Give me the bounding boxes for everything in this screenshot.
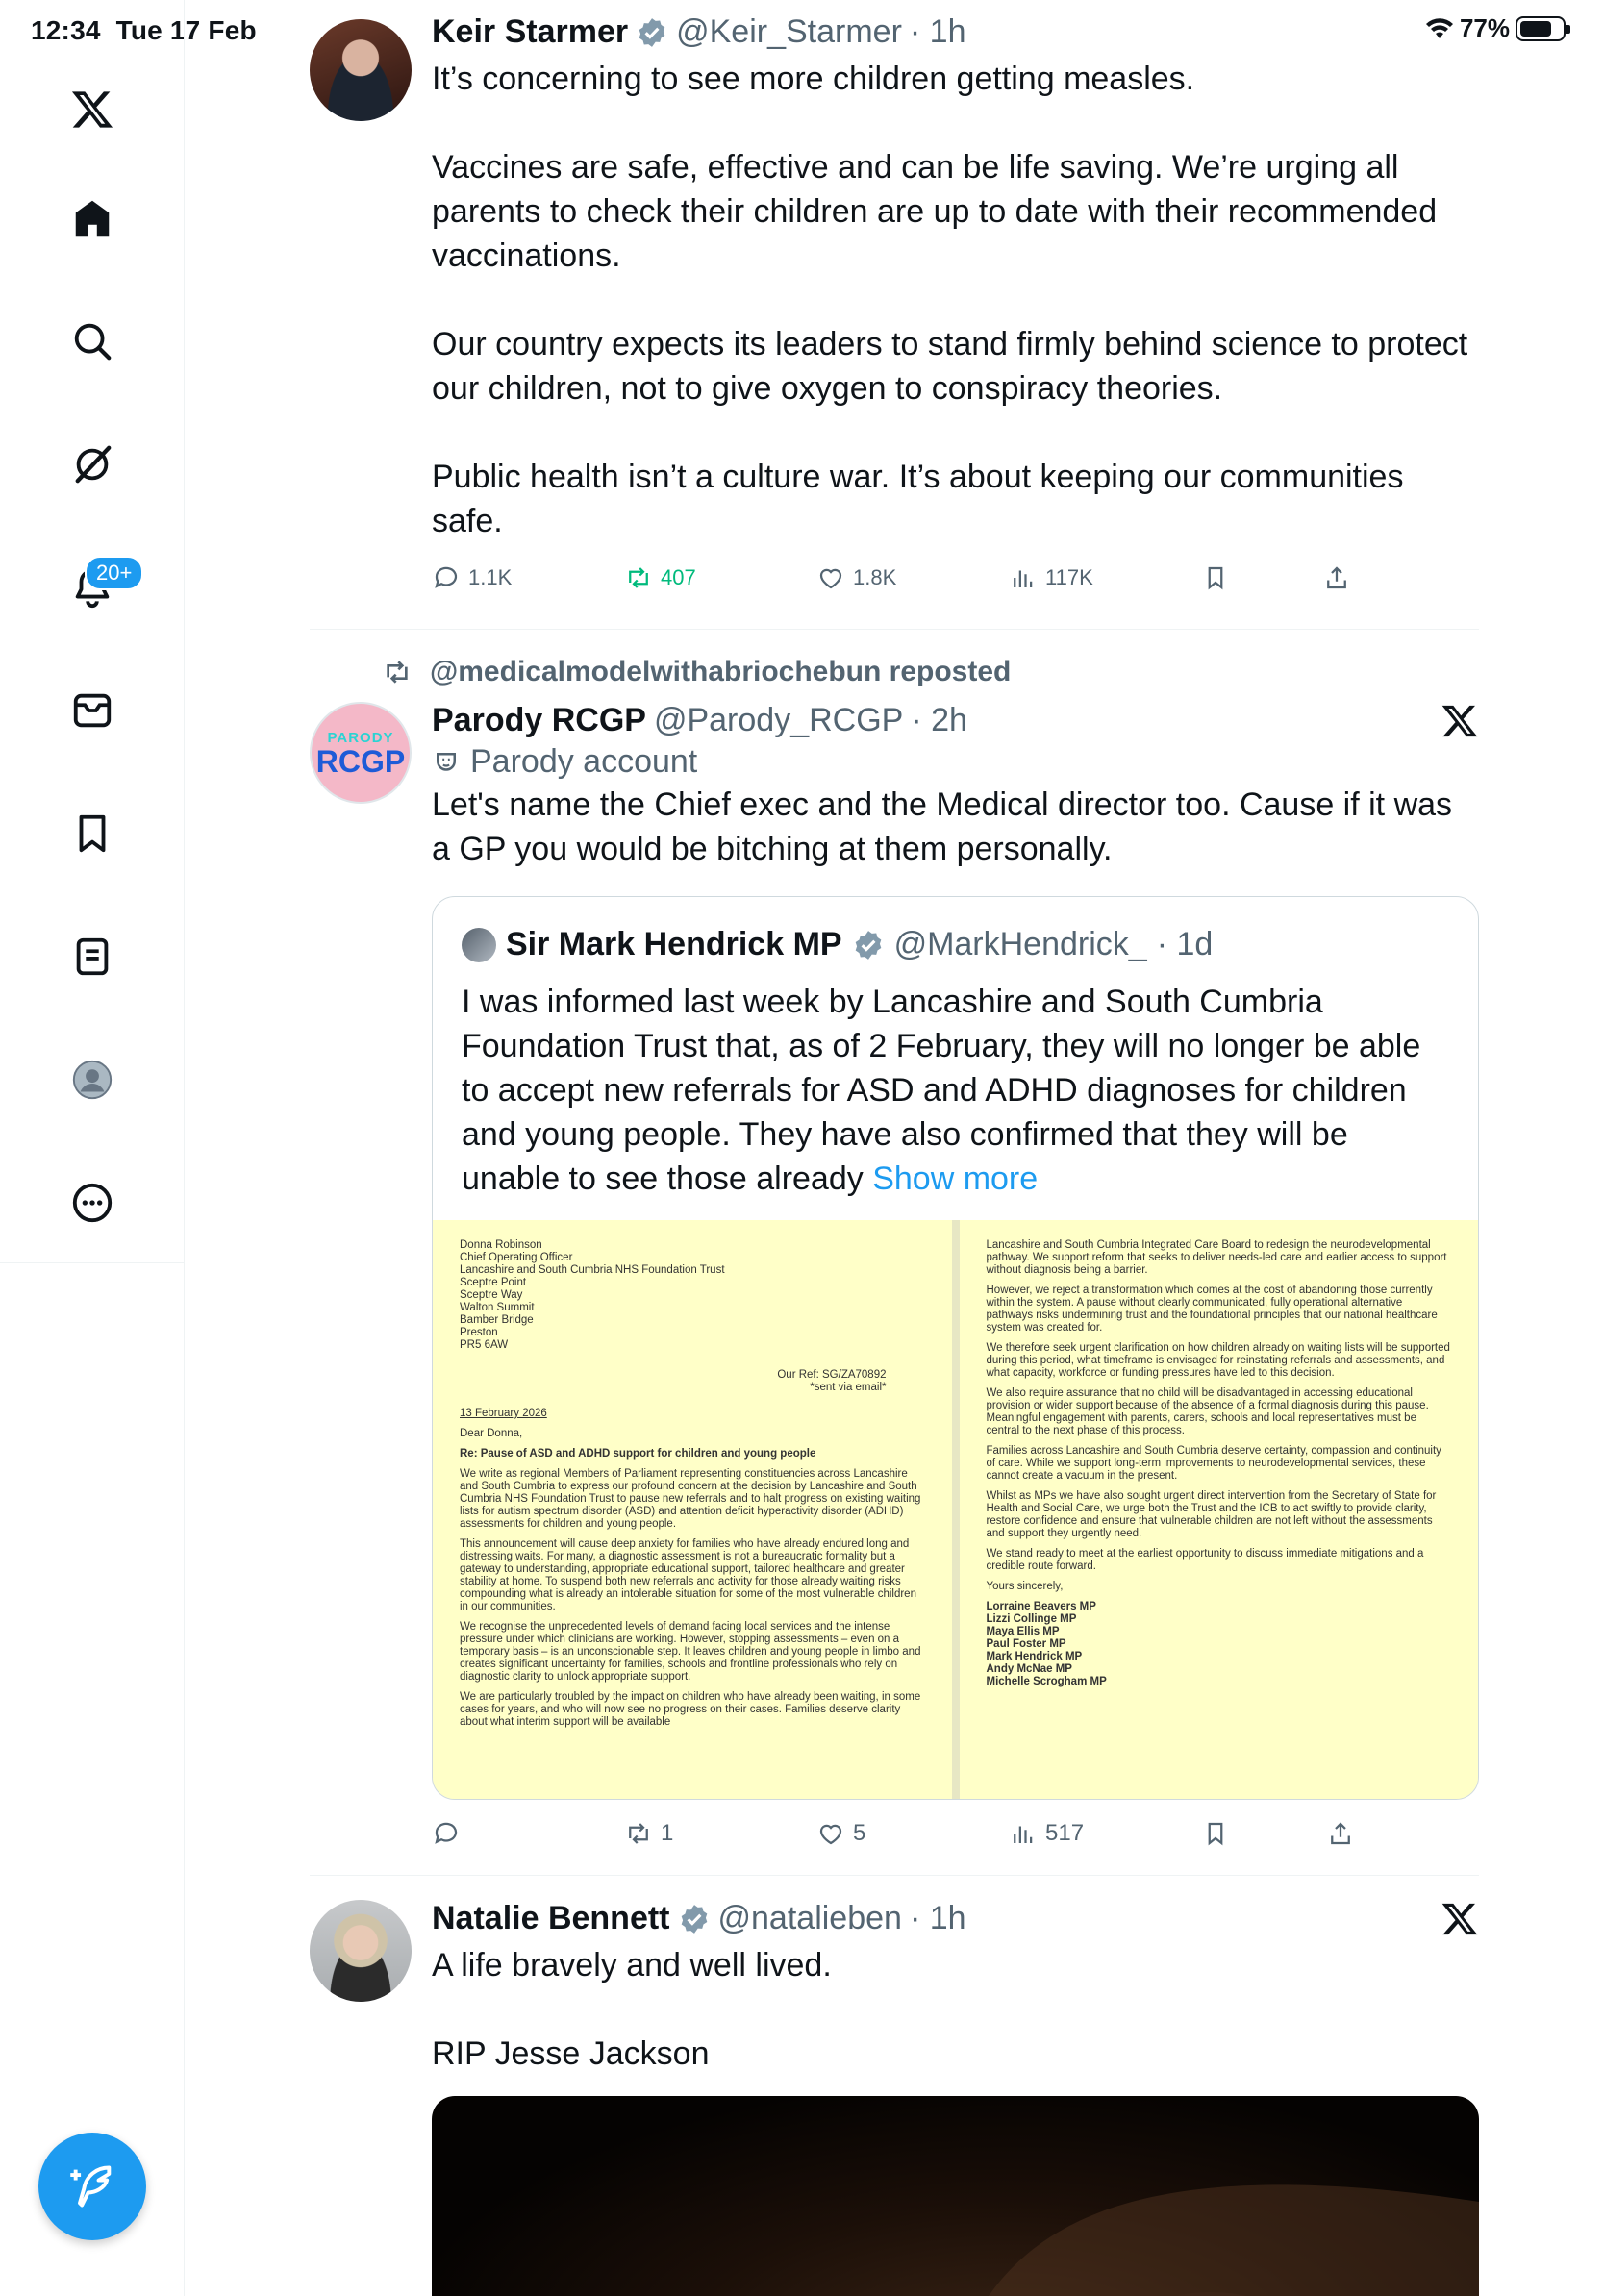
repost-button[interactable]: [624, 563, 816, 592]
home-icon[interactable]: [58, 184, 127, 253]
quoted-tweet-text: I was informed last week by Lancashire and South Cumbria Foundation Trust that, as of 2 February, they will no longer be able to accept new referrals for ASD and ADHD diagnoses for children and young people. They have also confirmed that they will be unable to see those already Show more: [462, 984, 1421, 1197]
reply-button[interactable]: [432, 1819, 624, 1848]
letter-paragraph: Families across Lancashire and South Cumbria deserve certainty, compassion and continuity of care. While we support long-term improvements to neurodevelopmental services, these cannot create a vacuum in the present.: [986, 1445, 1441, 1482]
verified-badge-icon: [636, 16, 668, 49]
quoted-tweet[interactable]: [432, 896, 1479, 1800]
battery-icon: [1516, 16, 1566, 41]
letter-address: Donna Robinson Chief Operating Officer Lancashire and South Cumbria NHS Foundation Trust Sceptre Point Sceptre Way Walton Summit Bamber Bridge Preston PR5 6AW: [460, 1239, 725, 1351]
post-time: · 1h: [909, 1900, 966, 1936]
more-icon[interactable]: [58, 1168, 127, 1237]
letter-image[interactable]: [433, 1220, 1478, 1799]
letter-paragraph: Whilst as MPs we have also sought urgent direct intervention from the Secretary of State for Health and Social Care, we urge both the Trust and the ICB to act swiftly to provide clarity, restore confidence and ensure that vulnerable children are not left without the assessments and support they urgently need.: [986, 1490, 1437, 1539]
show-more-link[interactable]: Show more: [872, 1160, 1039, 1197]
avatar[interactable]: [310, 702, 412, 804]
letter-page-left: [433, 1220, 952, 1799]
letter-paragraph: We stand ready to meet at the earliest opportunity to discuss immediate mitigations and a credible route forward.: [986, 1548, 1424, 1572]
letter-ref: Our Ref: SG/ZA70892 *sent via email*: [777, 1369, 887, 1393]
tweet-text: It’s concerning to see more children getting measles. Vaccines are safe, effective and can be life saving. We’re urging all parents to check their children are up to date with their recommended vaccinations. Our country expects its leaders to stand firmly behind science to protect our children, not to give oxygen to conspiracy theories. Public health isn’t a culture war. It’s about keeping our communities safe.: [432, 61, 1468, 539]
messages-icon[interactable]: [58, 676, 127, 745]
profile-icon[interactable]: [58, 1045, 127, 1114]
battery-percentage: 77%: [1459, 13, 1510, 42]
avatar-rcgp-text: RCGP: [315, 743, 406, 779]
like-button[interactable]: [816, 563, 1009, 592]
author-name[interactable]: Keir Starmer: [432, 13, 629, 50]
views-button[interactable]: [1009, 1819, 1201, 1848]
author-name[interactable]: Parody RCGP: [432, 702, 646, 738]
avatar[interactable]: [310, 1900, 412, 2002]
avatar[interactable]: [310, 19, 412, 121]
parody-account-label: Parody account: [432, 743, 1479, 781]
like-count: 5: [853, 1820, 866, 1846]
letter-date: 13 February 2026: [460, 1408, 547, 1419]
reply-icon: [432, 1819, 461, 1848]
avatar-parody-text: PARODY: [327, 729, 394, 746]
notifications-badge: 20+: [85, 556, 143, 590]
quoted-author-handle[interactable]: @MarkHendrick_: [893, 926, 1147, 962]
heart-icon: [816, 1819, 845, 1848]
repost-indicator[interactable]: [382, 656, 1011, 688]
bookmarks-icon[interactable]: [58, 799, 127, 868]
tweet-photo[interactable]: [432, 2096, 1479, 2296]
share-button[interactable]: [1326, 1819, 1355, 1848]
post-time: · 2h: [911, 702, 967, 738]
verified-badge-icon: [852, 929, 885, 961]
share-icon: [1326, 1819, 1355, 1848]
reply-count: 1.1K: [468, 565, 513, 589]
tweet-text: Let's name the Chief exec and the Medical director too. Cause if it was a GP you would be bitching at them personally.: [432, 786, 1462, 867]
grok-icon[interactable]: [58, 430, 127, 499]
reply-icon: [432, 563, 461, 592]
quoted-post-time: · 1d: [1156, 926, 1214, 962]
verified-badge-icon: [678, 1903, 711, 1935]
author-name[interactable]: Natalie Bennett: [432, 1900, 670, 1936]
bookmark-icon: [1201, 563, 1230, 592]
reply-button[interactable]: [432, 563, 624, 592]
letter-paragraph: This announcement will cause deep anxiety for families who have already endured long and distressing waits. For many, a diagnostic assessment is not a bureaucratic formality but a gateway to understanding, appropriate educational support, tailored healthcare and greater stability at home. To suspend both new referrals and activity for those already waiting risks compounding what is already an intolerable situation for some of the most vulnerable children in our communities.: [460, 1538, 916, 1612]
views-chart-icon: [1009, 1819, 1038, 1848]
bookmark-button[interactable]: [1201, 563, 1322, 592]
compose-post-button[interactable]: [38, 2133, 146, 2240]
status-time: 12:34 Tue 17 Feb: [31, 15, 257, 45]
search-icon[interactable]: [58, 307, 127, 376]
author-handle[interactable]: @Keir_Starmer: [676, 13, 902, 50]
view-count: 517: [1045, 1820, 1085, 1846]
like-button[interactable]: [816, 1819, 1009, 1848]
letter-closing: Yours sincerely,: [986, 1581, 1064, 1592]
share-button[interactable]: [1322, 563, 1351, 592]
x-logo-icon[interactable]: [58, 75, 127, 144]
post-time: · 1h: [909, 13, 966, 50]
repost-button[interactable]: [624, 1819, 816, 1848]
author-handle[interactable]: @Parody_RCGP: [653, 702, 904, 738]
repost-icon: [624, 1819, 653, 1848]
compose-feather-icon: [67, 2161, 117, 2211]
reposted-by-label: @medicalmodelwithabriochebun reposted: [430, 656, 1012, 687]
letter-paragraph: However, we reject a transformation which comes at the cost of abandoning those currently within the system. A pause without clearly communicated, fully operational alternative pathways risks undermining trust and the foundational principles that our national healthcare system was created for.: [986, 1285, 1438, 1334]
sidebar: [0, 0, 185, 2296]
like-count: 1.8K: [853, 565, 897, 589]
photo-content: [432, 2096, 1479, 2296]
author-handle[interactable]: @natalieben: [717, 1900, 902, 1936]
quoted-author-name[interactable]: Sir Mark Hendrick MP: [506, 926, 842, 962]
repost-icon: [382, 657, 413, 687]
parody-mask-icon: [432, 748, 461, 777]
letter-paragraph: We are particularly troubled by the impact on children who have already been waiting, in some cases for years, and who will now see no progress on their cases. Families deserve clarity about what interim support will be available: [460, 1691, 921, 1728]
repost-count: 1: [661, 1820, 674, 1846]
share-icon: [1322, 563, 1351, 592]
view-count: 117K: [1045, 565, 1093, 589]
bookmark-icon: [1201, 1819, 1230, 1848]
letter-paragraph: We write as regional Members of Parliament representing constituencies across Lancashire and South Cumbria to express our profound concern at the decision by Lancashire and South Cumbria NHS Foundation Trust to pause new referrals and to halt progress on existing waiting lists for autism spectrum disorder (ASD) and attention deficit hyperactivity disorder (ADHD) assessments for children and young people.: [460, 1468, 921, 1530]
heart-icon: [816, 563, 845, 592]
tweet-text: A life bravely and well lived. RIP Jesse Jackson: [432, 1947, 832, 2072]
views-button[interactable]: [1009, 563, 1201, 592]
bookmark-button[interactable]: [1201, 1819, 1326, 1848]
views-chart-icon: [1009, 563, 1038, 592]
repost-count: 407: [661, 565, 696, 589]
letter-signatories: Lorraine Beavers MP Lizzi Collinge MP Maya Ellis MP Paul Foster MP Mark Hendrick MP Andy McNae MP Michelle Scrogham MP: [986, 1601, 1107, 1687]
lists-icon[interactable]: [58, 922, 127, 991]
letter-paragraph: We recognise the unprecedented levels of demand facing local services and the intense pressure under which clinicians are working. However, stopping assessments – even on a temporary basis – is an unconscionable step. It leaves children and young people in limbo and creates significant uncertainty for families, schools and frontline professionals who rely on diagnostic clarity to unlock appropriate support.: [460, 1621, 921, 1683]
letter-subject: Re: Pause of ASD and ADHD support for children and young people: [460, 1448, 816, 1460]
letter-paragraph: Lancashire and South Cumbria Integrated Care Board to redesign the neurodevelopmental pathway. We support reform that seeks to deliver needs-led care and earlier access to support without diagnosis being a barrier.: [986, 1239, 1447, 1276]
letter-paragraph: We therefore seek urgent clarification on how children already on waiting lists will be supported during this period, what timeframe is envisaged for reinstating referrals and assessments, and what capacity, workforce or funding pressures have led to this decision.: [986, 1342, 1450, 1379]
repost-icon: [624, 563, 653, 592]
quoted-avatar[interactable]: [462, 928, 496, 962]
letter-page-right: [960, 1220, 1479, 1799]
letter-greeting: Dear Donna,: [460, 1428, 523, 1439]
letter-paragraph: We also require assurance that no child will be disadvantaged in accessing educational provision or wider support because of the absence of a formal diagnosis during this pause. Meaningful engagement with parents, carers, schools and local representatives must be central to the next phase of this process.: [986, 1387, 1429, 1436]
